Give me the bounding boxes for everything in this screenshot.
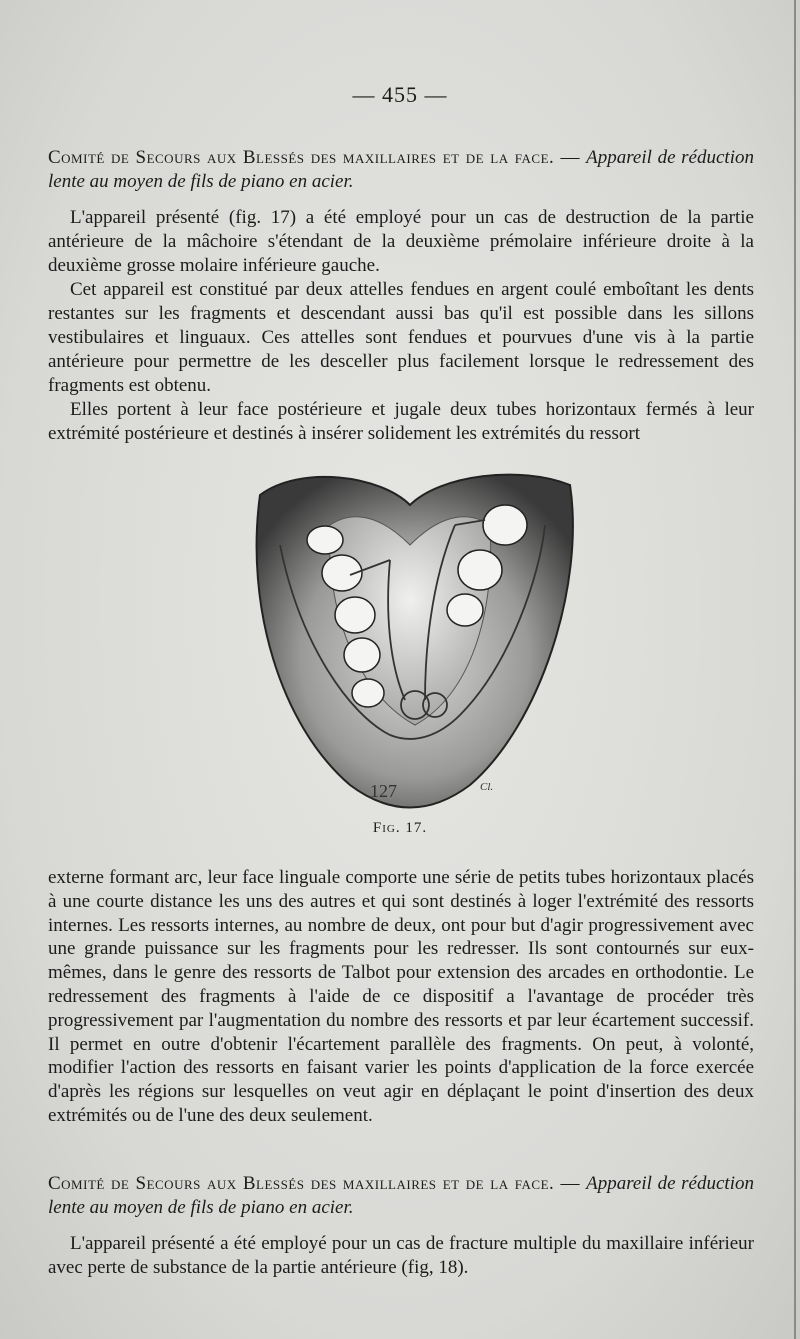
section-1-heading: [48, 146, 754, 194]
page-number: — 455 —: [352, 82, 448, 107]
paragraph: L'appareil présenté (fig. 17) a été employé pour un cas de destruction de la partie antérieure de la mâchoire s'étendant de la deuxième prémolaire inférieure droite à la deuxième grosse molaire inférieure gauche.: [48, 207, 754, 276]
dental-cast-illustration: [240, 465, 580, 813]
paragraph: Elles portent à leur face postérieure et jugale deux tubes horizontaux fermés à leur extrémité postérieure et destinés à insérer solidement les extrémités du ressort: [48, 399, 754, 444]
continuation-paragraph-block: [48, 866, 754, 1128]
section-2-heading: [48, 1172, 754, 1220]
paragraph: Cet appareil est constitué par deux attelles fendues en argent coulé emboîtant les dents restantes sur les fragments et descendant aussi bas qu'il est possible dans les sillons vestibulaires et linguaux. Ces attelles sont fendues et pourvues d'une vis à la partie antérieure pour permettre de les desceller plus facilement lorsque le redressement des fragments est obtenu.: [48, 279, 754, 396]
paragraph: L'appareil présenté a été employé pour un cas de fracture multiple du maxillaire inférieur avec perte de substance de la partie antérieure (fig, 18).: [48, 1233, 754, 1278]
section-2: [48, 1172, 754, 1280]
figure-17: [240, 465, 580, 813]
page-edge: [794, 0, 796, 1339]
heading-italic: Appareil de réduction lente au moyen de fils de piano en acier.: [48, 147, 754, 192]
section-1: [48, 146, 754, 446]
figure-caption: Fig. 17.: [372, 820, 428, 836]
cast-number: 127: [370, 781, 397, 801]
heading-caps: Comité de Secours aux Blessés des maxillaires et de la face. —: [48, 1173, 587, 1194]
heading-italic: Appareil de réduction lente au moyen de fils de piano en acier.: [48, 1173, 754, 1218]
artist-signature: Cl.: [480, 781, 494, 793]
heading-caps: Comité de Secours aux Blessés des maxillaires et de la face. —: [48, 147, 587, 168]
paragraph: externe formant arc, leur face linguale comporte une série de petits tubes horizontaux placés à une courte distance les uns des autres et qui sont destinés à loger l'extrémité des ressorts internes. Les ressorts internes, au nombre de deux, ont pour but d'agir progressivement avec une grande puissance sur les fragments pour les redresser. Ils sont contournés sur eux-mêmes, dans le genre des ressorts de Talbot pour extension des arcades en orthodontie. Le redressement des fragments à l'aide de ce dispositif a l'avantage de procéder très progressivement par l'augmentation du nombre des ressorts et par leur écartement successif. Il permet en outre d'obtenir l'écartement parallèle des fragments. On peut, à volonté, modifier l'action des ressorts en faisant varier les points d'application de la force exercée d'après les régions sur lesquelles on veut agir en déplaçant le point d'insertion des deux extrémités ou de l'une des deux seulement.: [48, 867, 754, 1126]
